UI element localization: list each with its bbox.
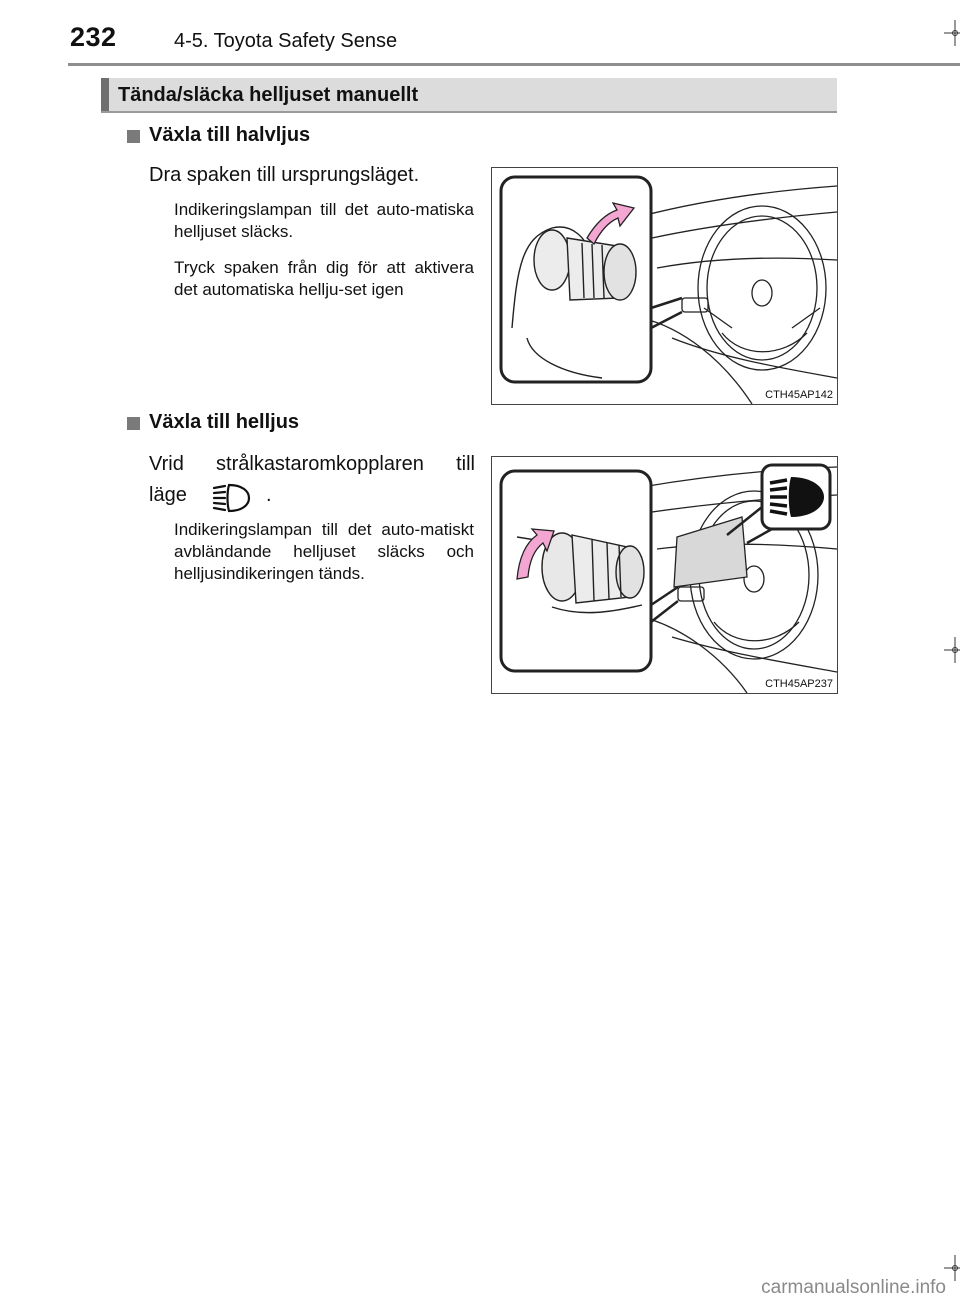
banner-bar — [101, 78, 109, 111]
section-title: Tända/släcka helljuset manuellt — [118, 84, 419, 106]
item2-instruction-post: . — [266, 484, 272, 506]
figure1-code: CTH45AP142 — [765, 389, 833, 401]
item2-note-1: Indikeringslampan till det auto-matiskt avbländande helljuset släcks och helljusindikeringen tänds. — [174, 520, 474, 583]
running-head: 4-5. Toyota Safety Sense — [174, 30, 398, 52]
figure2-code: CTH45AP237 — [765, 678, 833, 690]
page-number: 232 — [70, 22, 117, 52]
item2-instruction-pre: läge — [149, 484, 187, 506]
section-banner — [101, 78, 837, 113]
figure-switch-rotate — [491, 456, 838, 694]
item1-heading: Växla till halvljus — [149, 124, 311, 146]
item1-note-2: Tryck spaken från dig för att aktivera det automatiska hellju-set igen — [174, 258, 474, 299]
figure-lever-pull — [491, 167, 838, 405]
item1-note-1: Indikeringslampan till det auto-matiska helljuset släcks. — [174, 200, 474, 241]
bullet-square-icon — [127, 130, 140, 143]
watermark: carmanualsonline.info — [761, 1277, 946, 1298]
high-beam-headlight-icon — [212, 482, 252, 514]
item1-instruction: Dra spaken till ursprungsläget. — [149, 164, 420, 186]
bullet-square-icon — [127, 417, 140, 430]
item2-heading: Växla till helljus — [149, 411, 300, 433]
item2-instruction-line1: Vrid strålkastaromkopplaren till — [149, 453, 475, 475]
